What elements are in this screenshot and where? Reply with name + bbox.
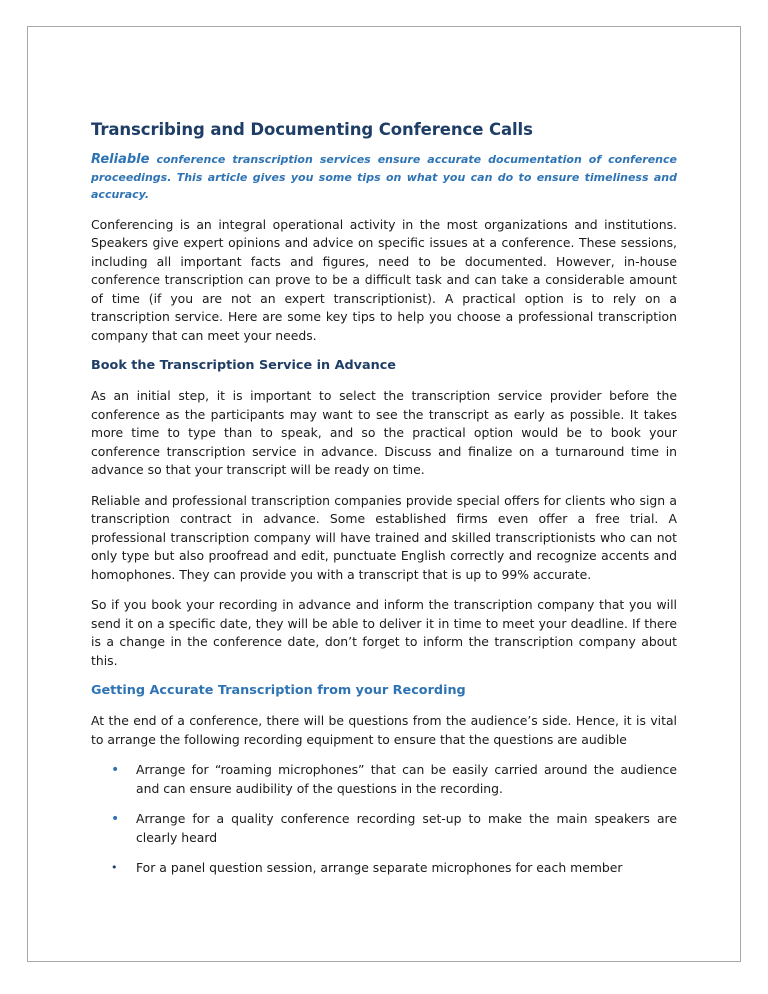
bullet-icon: • bbox=[111, 811, 120, 827]
list-item-text: For a panel question session, arrange separate microphones for each member bbox=[136, 860, 623, 875]
lead-first-word: Reliable bbox=[91, 152, 150, 167]
book-paragraph-1: As an initial step, it is important to select the transcription service provider before the conference as the participants may want to see the transcript as early as possible. It takes more time to type than to speak, and so the practical option would be to book your conference transcription service in advance. Discuss and finalize on a turnaround time in advance so that your transcript will be ready on time. bbox=[91, 388, 677, 477]
list-item-text: Arrange for “roaming microphones” that can be easily carried around the audience and can ensure audibility of the questions in the recording. bbox=[136, 762, 677, 796]
list-item-text: Arrange for a quality conference recording set-up to make the main speakers are clearly heard bbox=[136, 811, 677, 845]
bullet-icon: • bbox=[111, 762, 120, 778]
book-paragraph-2: Reliable and professional transcription companies provide special offers for clients who sign a transcription contract in advance. Some established firms even offer a free trial. A professional transcription company will have trained and skilled transcriptionists who can not only type but also proofread and edit, punctuate English correctly and recognize accents and homophones. They can provide you with a transcript that is up to 99% accurate. bbox=[91, 492, 677, 582]
equipment-list bbox=[91, 761, 677, 878]
lead-paragraph bbox=[91, 151, 677, 204]
recording-paragraph: At the end of a conference, there will be questions from the audience’s side. Hence, it is vital to arrange the following recording equipment to ensure that the questions are audible bbox=[91, 713, 677, 747]
section-heading-accurate-transcription: Getting Accurate Transcription from your Recording bbox=[91, 683, 466, 698]
document-content bbox=[91, 120, 677, 890]
document-title: Transcribing and Documenting Conference Calls bbox=[91, 120, 533, 139]
book-paragraph-3: So if you book your recording in advance and inform the transcription company that you will send it on a specific date, they will be able to deliver it in time to meet your deadline. If there is a change in the conference date, don’t forget to inform the transcription company about this. bbox=[91, 597, 677, 668]
list-item bbox=[91, 859, 677, 878]
section-heading-book-in-advance: Book the Transcription Service in Advance bbox=[91, 358, 396, 373]
lead-text: conference transcription services ensure accurate documentation of conference proceedings. This article gives you some tips on what you can do to ensure timeliness and accuracy. bbox=[91, 153, 677, 201]
intro-paragraph: Conferencing is an integral operational activity in the most organizations and institutions. Speakers give expert opinions and advice on specific issues at a conference. These sessions, including all important facts and figures, need to be documented. However, in-house conference transcription can prove to be a difficult task and can take a considerable amount of time (if you are not an expert transcriptionist). A practical option is to rely on a transcription service. Here are some key tips to help you choose a professional transcription company that can meet your needs. bbox=[91, 216, 677, 343]
bullet-icon: • bbox=[111, 861, 118, 874]
list-item bbox=[91, 761, 677, 798]
list-item bbox=[91, 810, 677, 847]
